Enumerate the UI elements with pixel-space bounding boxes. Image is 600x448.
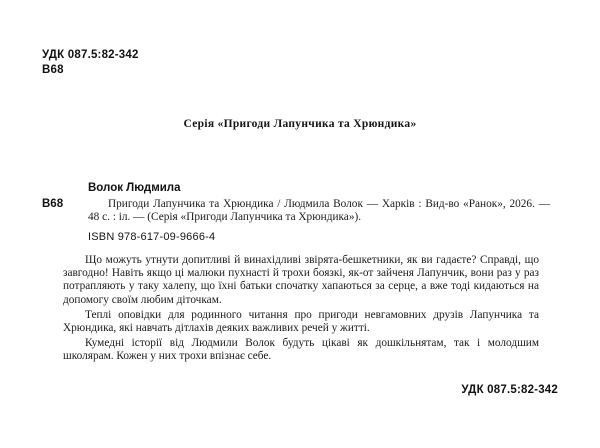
isbn: ISBN 978-617-09-9666-4 (88, 231, 216, 244)
author-mark-code: В68 (42, 64, 64, 76)
annotation-paragraph-2: Теплі оповідки для родинного читання про пригоди невгамовних друзів Лапунчика та Хрюндика, які навчать дітлахів деяких важливих речей у житті. (63, 308, 539, 335)
annotation-text (63, 254, 539, 364)
author-name: Волок Людмила (88, 182, 181, 194)
series-title: Серія «Пригоди Лапунчика та Хрюндика» (183, 118, 417, 130)
cip-author-mark: В68 (42, 198, 64, 210)
udc-code: УДК 087.5:82-342 (42, 49, 139, 61)
annotation-paragraph-3: Кумедні історії від Людмили Волок будуть цікаві як дошкільнятам, так і молодшим школярам. Кожен у них трохи впізнає себе. (63, 337, 539, 363)
udc-classification-block (42, 48, 139, 78)
cip-body (88, 180, 552, 224)
udc-code-footer: УДК 087.5:82-342 (461, 384, 558, 396)
cip-record (42, 180, 552, 243)
annotation-paragraph-1: Що можуть утнути допитливі й винахідливі звірята-бешкетники, як ви гадаєте? Справді, що завгодно! Навіть якщо ці малюки пухнасті й трохи боязкі, як-от зайченя Лапунчик, вони раз у раз потрапляють у таку халепу, що їхні батьки спочатку хапаються за серце, а вже тоді кидаються на допомогу своїм любим діточкам. (63, 254, 539, 306)
bibliographic-description: Пригоди Лапунчика та Хрюндика / Людмила Волок — Харків : Вид-во «Ранок», 2026. — 48 с. : іл. — (Серія «Пригоди Лапунчика та Хрюндика»). (88, 198, 550, 224)
